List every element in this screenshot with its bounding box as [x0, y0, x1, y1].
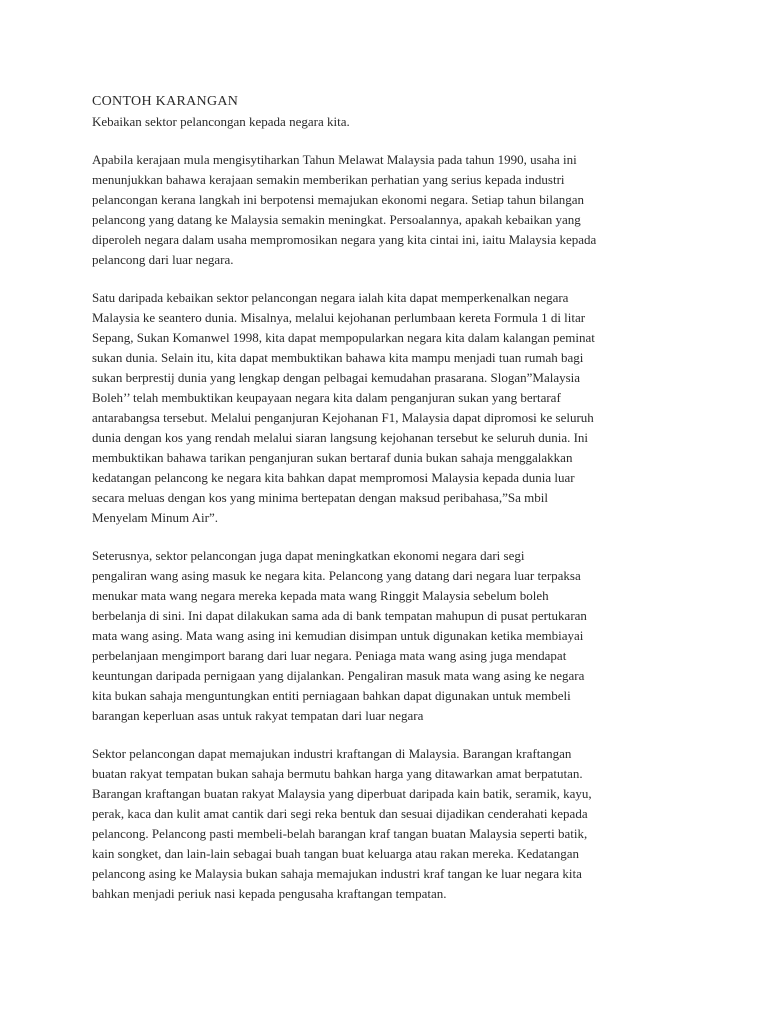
paragraph-line: sukan dunia. Selain itu, kita dapat membuktikan bahawa kita mampu menjadi tuan rumah bagi: [92, 350, 584, 365]
paragraph-line: kita bukan sahaja menguntungkan entiti perniagaan bahkan dapat digunakan untuk membeli: [92, 688, 571, 703]
paragraph: [92, 150, 688, 270]
paragraph-line: pelancongan kerana langkah ini berpotensi memajukan ekonomi negara. Setiap tahun bilangan: [92, 192, 585, 207]
paragraph-line: pelancong asing ke Malaysia bukan sahaja memajukan industri kraf tangan ke luar negara kita: [92, 866, 582, 881]
paragraph-line: perbelanjaan mengimport barang dari luar negara. Peniaga mata wang asing juga mendapat: [92, 648, 567, 663]
paragraph-line: pelancong. Pelancong pasti membeli-belah barangan kraf tangan buatan Malaysia seperti batik,: [92, 826, 588, 841]
paragraph-line: barangan keperluan asas untuk rakyat tempatan dari luar negara: [92, 708, 424, 723]
paragraph-line: Satu daripada kebaikan sektor pelancongan negara ialah kita dapat memperkenalkan negara: [92, 290, 569, 305]
paragraph-line: Malaysia ke seantero dunia. Misalnya, melalui kejohanan perlumbaan kereta Formula 1 di litar: [92, 310, 586, 325]
paragraph-line: pengaliran wang asing masuk ke negara kita. Pelancong yang datang dari negara luar terpaksa: [92, 568, 581, 583]
paragraph-line: Menyelam Minum Air”.: [92, 510, 219, 525]
paragraph-line: membuktikan bahawa tarikan penganjuran sukan bertaraf dunia bukan sahaja menggalakkan: [92, 450, 573, 465]
document-subtitle: Kebaikan sektor pelancongan kepada negara kita.: [92, 114, 350, 129]
paragraph-line: buatan rakyat tempatan bukan sahaja bermutu bahkan harga yang ditawarkan amat berpatutan.: [92, 766, 583, 781]
paragraph-line: Apabila kerajaan mula mengisytiharkan Tahun Melawat Malaysia pada tahun 1990, usaha ini: [92, 152, 577, 167]
paragraph-line: Barangan kraftangan buatan rakyat Malaysia yang diperbuat daripada kain batik, seramik, kayu,: [92, 786, 592, 801]
paragraph-line: diperoleh negara dalam usaha mempromosikan negara yang kita cintai ini, iaitu Malaysia kepada: [92, 232, 597, 247]
paragraph-line: Seterusnya, sektor pelancongan juga dapat meningkatkan ekonomi negara dari segi: [92, 548, 525, 563]
paragraph-line: bahkan menjadi periuk nasi kepada pengusaha kraftangan tempatan.: [92, 886, 447, 901]
paragraph: [92, 744, 688, 904]
paragraph: [92, 288, 688, 528]
paragraph-line: perak, kaca dan kulit amat cantik dari segi reka bentuk dan sesuai dijadikan cenderahati kepada: [92, 806, 588, 821]
paragraph-line: mata wang asing. Mata wang asing ini kemudian disimpan untuk digunakan ketika membiayai: [92, 628, 584, 643]
paragraph-line: menunjukkan bahawa kerajaan semakin memberikan perhatian yang serius kepada industri: [92, 172, 565, 187]
paragraph-line: pelancong dari luar negara.: [92, 252, 234, 267]
paragraph-line: kain songket, dan lain-lain sebagai buah tangan buat keluarga atau rakan mereka. Kedatangan: [92, 846, 580, 861]
paragraph-line: kedatangan pelancong ke negara kita bahkan dapat mempromosi Malaysia kepada dunia luar: [92, 470, 575, 485]
paragraph-line: dunia dengan kos yang rendah melalui siaran langsung kejohanan tersebut ke seluruh dunia. Ini: [92, 430, 589, 445]
paragraph-line: berbelanja di sini. Ini dapat dilakukan sama ada di bank tempatan mahupun di pusat pertukaran: [92, 608, 587, 623]
document-body: [92, 150, 688, 904]
paragraph-line: menukar mata wang negara mereka kepada mata wang Ringgit Malaysia sebelum boleh: [92, 588, 549, 603]
paragraph-line: Sektor pelancongan dapat memajukan industri kraftangan di Malaysia. Barangan kraftangan: [92, 746, 572, 761]
paragraph: [92, 546, 688, 726]
paragraph-line: secara meluas dengan kos yang minima bertepatan dengan maksud peribahasa,”Sa mbil: [92, 490, 548, 505]
paragraph-line: antarabangsa tersebut. Melalui penganjuran Kejohanan F1, Malaysia dapat dipromosi ke seluruh: [92, 410, 594, 425]
paragraph-line: Sepang, Sukan Komanwel 1998, kita dapat mempopularkan negara kita dalam kalangan peminat: [92, 330, 595, 345]
document-title: CONTOH KARANGAN: [92, 94, 239, 109]
paragraph-line: pelancong yang datang ke Malaysia semakin meningkat. Persoalannya, apakah kebaikan yang: [92, 212, 581, 227]
paragraph-line: keuntungan daripada pernigaan yang dijalankan. Pengaliran masuk mata wang asing ke negara: [92, 668, 585, 683]
paragraph-line: sukan berprestij dunia yang lengkap dengan pelbagai kemudahan prasarana. Slogan”Malaysia: [92, 370, 581, 385]
paragraph-line: Boleh’’ telah membuktikan keupayaan negara kita dalam penganjuran sukan yang bertaraf: [92, 390, 561, 405]
